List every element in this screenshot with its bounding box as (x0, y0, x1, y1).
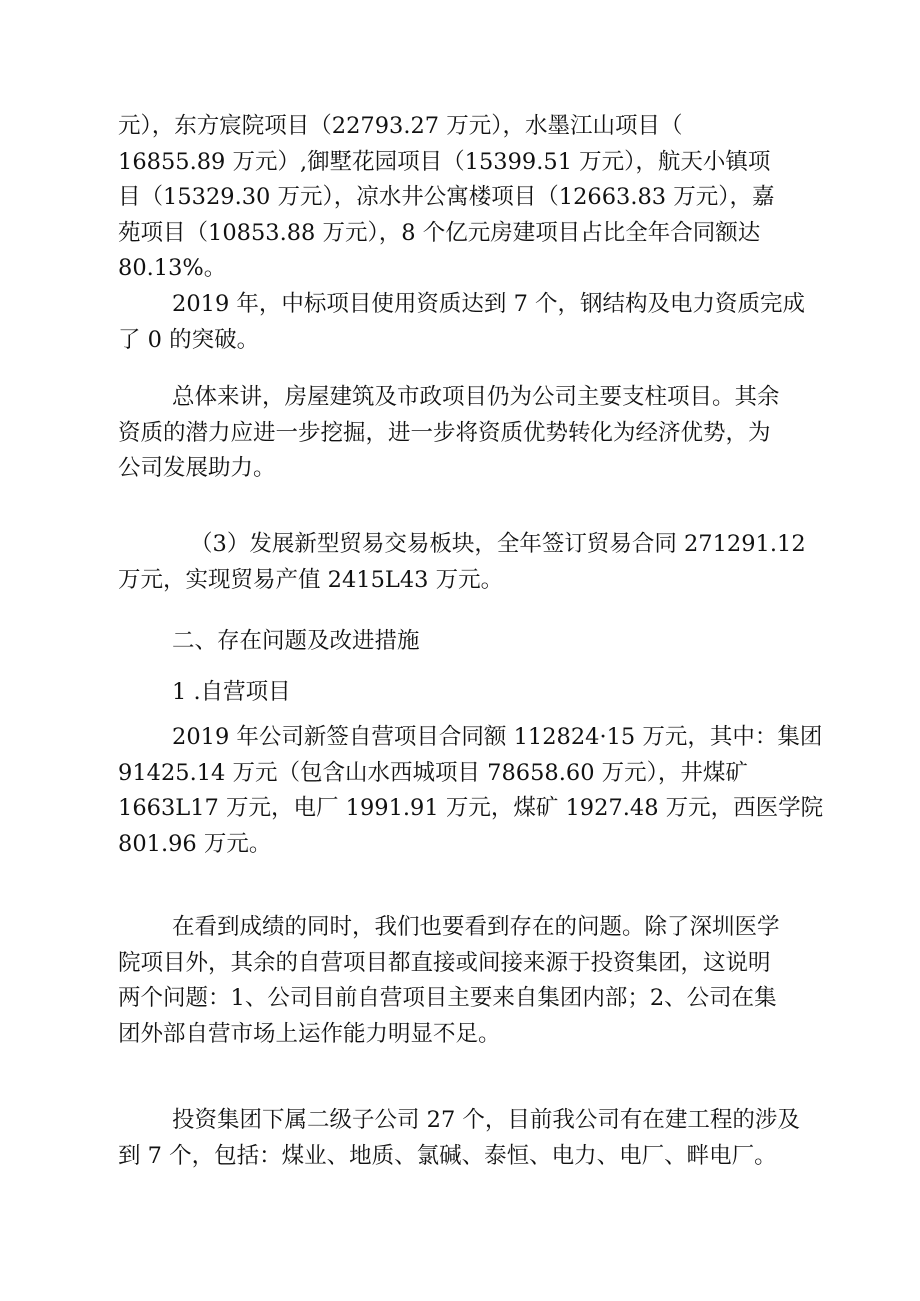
text-line: 二、存在问题及改进措施 (172, 628, 420, 654)
text-line: 万元，实现贸易产值 2415L43 万元。 (118, 566, 504, 593)
text-line: 91425.14 万元（包含山水西城项目 78658.60 万元），井煤矿 (118, 759, 748, 786)
text-line: 16855.89 万元）,御墅花园项目（15399.51 万元），航天小镇项 (118, 148, 771, 175)
text-line: 目（15329.30 万元），凉水井公寓楼项目（12663.83 万元），嘉 (118, 184, 775, 210)
text-line: 了 0 的突破。 (118, 326, 260, 353)
text-line: 2019 年公司新签自营项目合同额 112824·15 万元，其中：集团 (172, 724, 823, 750)
text-line: 801.96 万元。 (118, 830, 272, 857)
text-line: 在看到成绩的同时，我们也要看到存在的问题。除了深圳医学 (172, 914, 780, 940)
paragraph-self-operated (118, 720, 824, 862)
text-line: 资质的潜力应进一步挖掘，进一步将资质优势转化为经济优势，为 (118, 419, 771, 446)
text-line: 1 .自营项目 (172, 679, 291, 705)
paragraph-qualifications (118, 287, 808, 358)
text-line: 团外部自营市场上运作能力明显不足。 (118, 1020, 501, 1047)
paragraph-trade (118, 527, 808, 598)
text-line: 苑项目（10853.88 万元），8 个亿元房建项目占比全年合同额达 (118, 219, 761, 246)
subsection-heading (118, 675, 808, 711)
text-line: 80.13%。 (118, 255, 227, 281)
text-line: 投资集团下属二级子公司 27 个，目前我公司有在建工程的涉及 (172, 1107, 800, 1133)
text-line: 到 7 个，包括：煤业、地质、氯碱、泰恒、电力、电厂、畔电厂。 (118, 1142, 777, 1169)
text-line: （3）发展新型贸易交易板块，全年签订贸易合同 271291.12 (190, 531, 806, 557)
text-line: 院项目外，其余的自营项目都直接或间接来源于投资集团，这说明 (118, 949, 771, 976)
text-line: 两个问题：1、公司目前自营项目主要来自集团内部；2、公司在集 (118, 985, 777, 1011)
text-line: 总体来讲，房屋建筑及市政项目仍为公司主要支柱项目。其余 (172, 384, 780, 410)
text-line: 2019 年，中标项目使用资质达到 7 个，钢结构及电力资质完成 (172, 291, 806, 317)
section-heading (118, 624, 808, 660)
paragraph-summary (118, 380, 808, 487)
paragraph-problems (118, 910, 808, 1052)
text-line: 公司发展助力。 (118, 455, 276, 481)
text-line: 1663L17 万元，电厂 1991.91 万元，煤矿 1927.48 万元，西医学院 (118, 795, 824, 821)
paragraph-subsidiaries (118, 1103, 808, 1174)
paragraph-housing-projects (118, 109, 808, 287)
text-line: 元），东方宸院项目（22793.27 万元），水墨江山项目（ (118, 113, 683, 139)
